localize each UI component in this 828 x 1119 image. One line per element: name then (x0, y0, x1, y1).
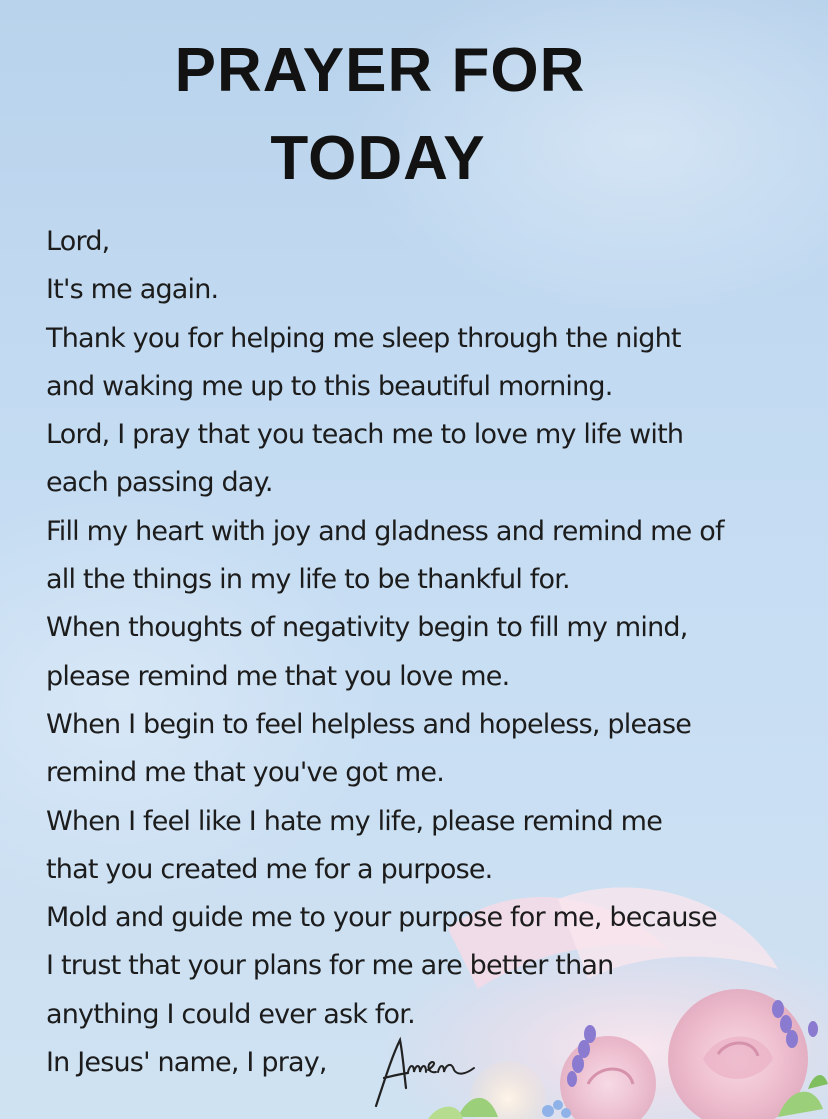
prayer-text (46, 222, 816, 1091)
prayer-line: and waking me up to this beautiful morning. (46, 370, 613, 402)
prayer-line: When I begin to feel helpless and hopeless, please (46, 708, 692, 740)
prayer-line: Thank you for helping me sleep through the night (46, 322, 681, 354)
prayer-line: It's me again. (46, 274, 219, 306)
prayer-line: When I feel like I hate my life, please remind me (46, 805, 662, 837)
prayer-line: that you created me for a purpose. (46, 853, 493, 885)
prayer-line: In Jesus' name, I pray, (46, 1047, 327, 1079)
prayer-line: anything I could ever ask for. (46, 998, 415, 1030)
title-line-1: PRAYER FOR (174, 36, 586, 105)
prayer-line: remind me that you've got me. (46, 757, 444, 789)
prayer-line: Lord, I pray that you teach me to love my life with (46, 419, 684, 451)
prayer-line: Mold and guide me to your purpose for me, because (46, 902, 717, 934)
prayer-line: When thoughts of negativity begin to fill my mind, (46, 612, 688, 644)
prayer-line: Lord, (46, 226, 110, 257)
prayer-line: please remind me that you love me. (46, 660, 510, 692)
prayer-line: each passing day. (46, 467, 273, 499)
prayer-line: I trust that your plans for me are better than (46, 950, 614, 982)
prayer-line: Fill my heart with joy and gladness and remind me of (46, 515, 724, 547)
title-line-2: TODAY (270, 124, 486, 193)
prayer-line: all the things in my life to be thankful for. (46, 564, 570, 596)
amen-signature-icon (370, 1032, 480, 1112)
